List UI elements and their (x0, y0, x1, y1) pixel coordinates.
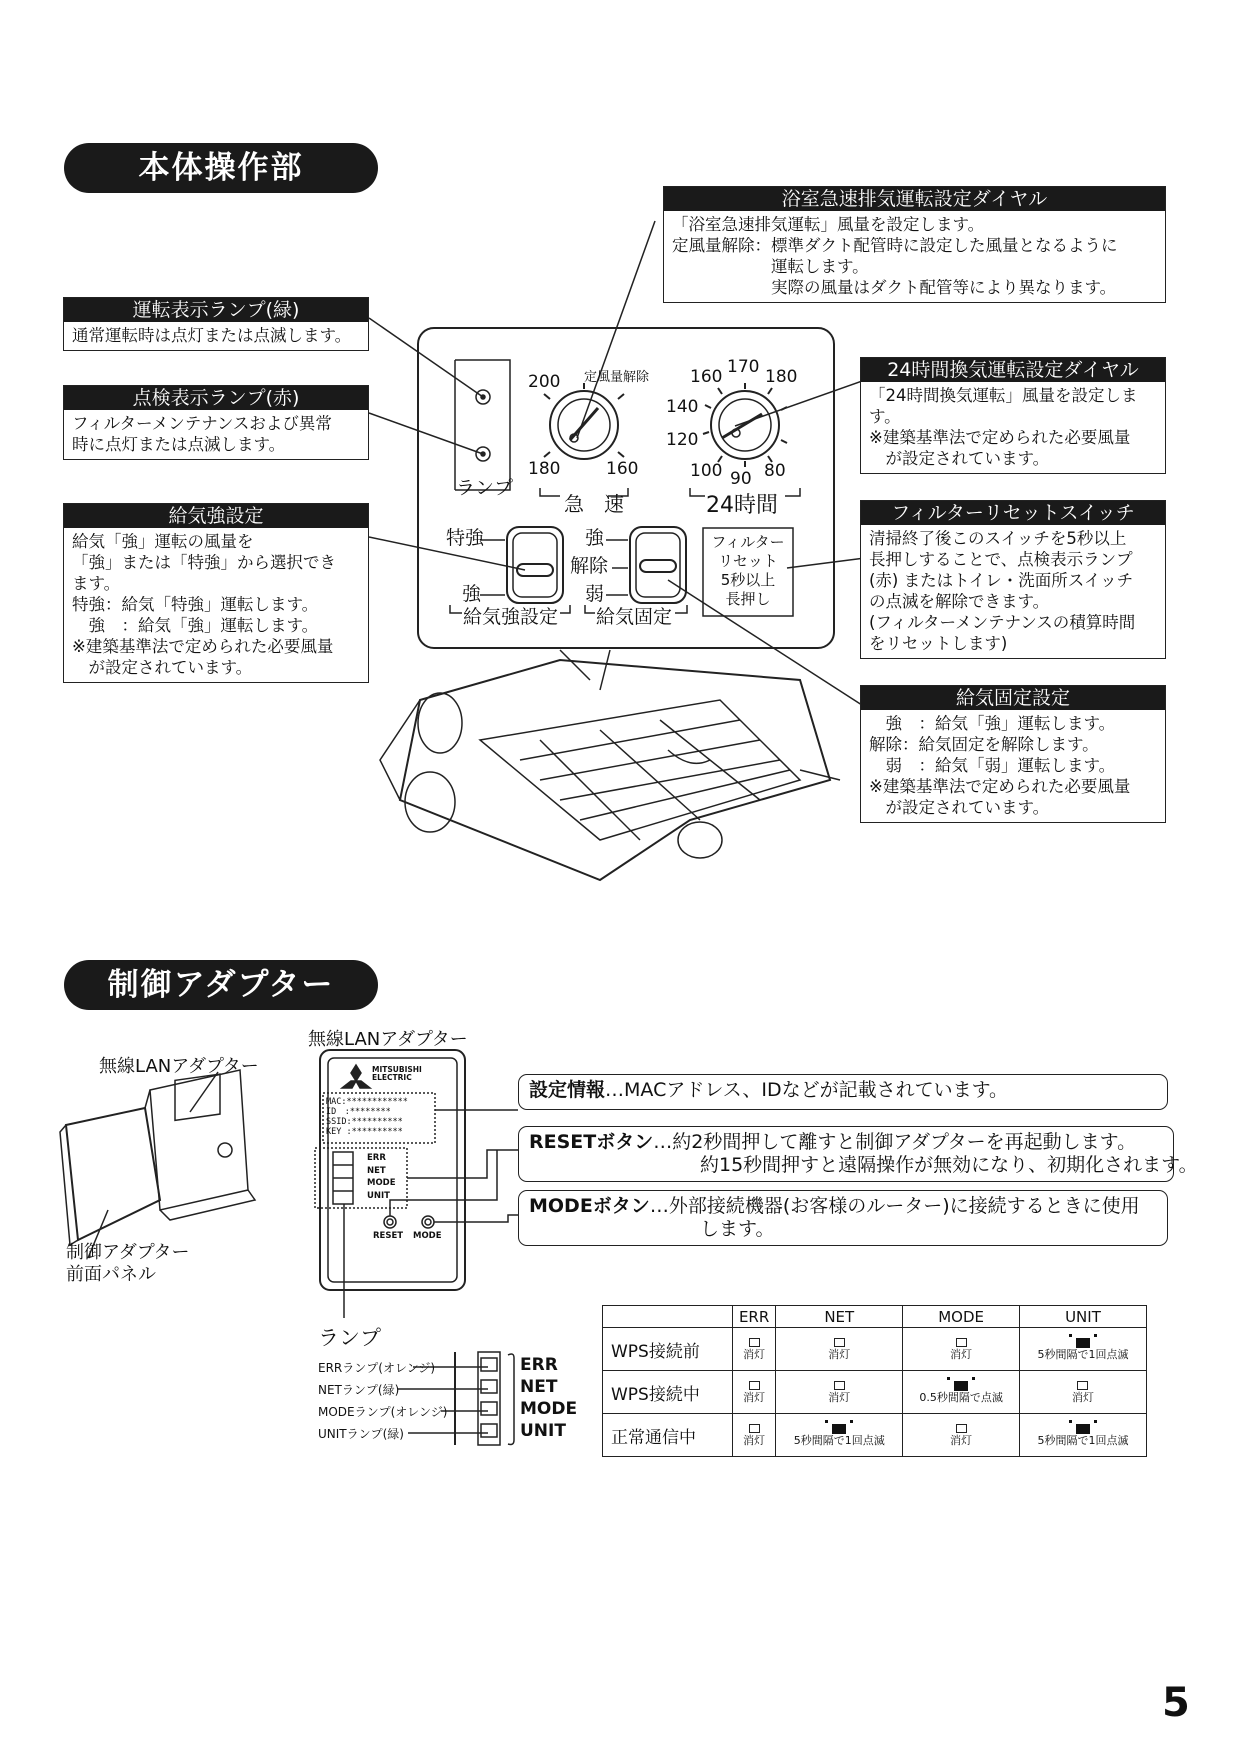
led-off-icon (749, 1424, 760, 1433)
adapter-led-names: ERR NET MODE UNIT (367, 1153, 396, 1201)
dial-24h-title: 24時間換気運転設定ダイヤル (861, 358, 1165, 382)
sw2-label-strong: 強 (585, 527, 605, 549)
dial2-label-90: 90 (730, 469, 752, 489)
sw2-label-supply-fixed: 給気固定 (596, 606, 673, 628)
led-blink-icon (1076, 1424, 1090, 1434)
section-title-main-unit: 本体操作部 (64, 143, 378, 193)
dial2-label-160: 160 (690, 367, 723, 387)
supply-fixed-text: 強 ：給気「強」運転します。 解除：給気固定を解除します。 弱 ：給気「弱」運転します。 ※建築基準法で定められた必要風量 が設定されています。 (869, 714, 1131, 817)
lamp-item-net: NETランプ(緑) (318, 1383, 400, 1397)
page-number: 5 (1162, 1680, 1190, 1726)
table-header-blank (603, 1306, 733, 1328)
dial2-label-24h: 24時間 (706, 493, 778, 518)
wireless-lan-adapter-label-left: 無線LANアダプター (99, 1056, 259, 1077)
table-row-label: 正常通信中 (603, 1414, 733, 1457)
led-state-text: 消灯 (828, 1347, 851, 1361)
lamp-name-mode: MODE (520, 1399, 578, 1419)
check-lamp-title: 点検表示ランプ(赤) (64, 386, 368, 410)
dial1-label-180: 180 (528, 459, 561, 479)
dial1-label-rapid: 急 速 (564, 492, 624, 516)
info-callout-text: …MACアドレス、IDなどが記載されています。 (605, 1079, 1009, 1101)
led-state-text: 5秒間隔で1回点滅 (1037, 1433, 1129, 1447)
dial2-label-100: 100 (690, 461, 723, 481)
supply-fixed-title: 給気固定設定 (861, 686, 1165, 710)
table-header-err: ERR (733, 1306, 776, 1328)
table-row (603, 1371, 1147, 1414)
led-off-icon (956, 1338, 967, 1347)
led-off-icon (1077, 1381, 1088, 1390)
dial-rapid-text: 「浴室急速排気運転」風量を設定します。 定風量解除：標準ダクト配管時に設定した風量となるように 運転します。 実際の風量はダクト配管等により異なります。 (672, 215, 1118, 297)
led-off-icon (834, 1381, 845, 1390)
sw1-label-extra-strong: 特強 (446, 527, 485, 549)
front-panel-label: 制御アダプター 前面パネル (66, 1242, 190, 1285)
table-row-label: WPS接続前 (603, 1328, 733, 1371)
sw1-label-strong: 強 (462, 583, 482, 605)
mode-button-label: MODE (413, 1231, 442, 1241)
brand-label: MITSUBISHI ELECTRIC (372, 1065, 422, 1082)
sw2-label-release: 解除 (570, 555, 609, 577)
table-row-label: WPS接続中 (603, 1371, 733, 1414)
panel-lamp-label: ランプ (456, 477, 514, 499)
reset-callout (518, 1126, 1198, 1182)
led-off-icon (956, 1424, 967, 1433)
info-callout-head: 設定情報 (529, 1079, 606, 1101)
led-state-text: 5秒間隔で1回点滅 (793, 1433, 885, 1447)
led-state-text: 消灯 (743, 1347, 766, 1361)
table-cell (1019, 1414, 1146, 1457)
info-callout (518, 1074, 1168, 1110)
table-cell (776, 1371, 903, 1414)
led-state-text: 消灯 (828, 1390, 851, 1404)
sw1-label-supply-strong: 給気強設定 (463, 606, 559, 628)
table-header-row (603, 1306, 1147, 1328)
dial2-label-170: 170 (727, 357, 760, 377)
table-cell (733, 1414, 776, 1457)
table-cell (776, 1414, 903, 1457)
dial2-label-140: 140 (666, 397, 699, 417)
table-cell (903, 1414, 1020, 1457)
run-lamp-title: 運転表示ランプ(緑) (64, 298, 368, 322)
adapter-info-label: MAC:************ ID :******** SSID:********** KEY :********** (326, 1097, 408, 1137)
dial2-label-80: 80 (764, 461, 786, 481)
led-state-text: 5秒間隔で1回点滅 (1037, 1347, 1129, 1361)
led-blink-icon (1076, 1338, 1090, 1348)
run-lamp-text: 通常運転時は点灯または点滅します。 (72, 326, 352, 345)
lamp-name-err: ERR (520, 1355, 558, 1375)
lamp-item-unit: UNITランプ(緑) (318, 1427, 404, 1441)
led-blink-icon (954, 1381, 968, 1391)
table-header-unit: UNIT (1019, 1306, 1146, 1328)
dial-24h-text: 「24時間換気運転」風量を設定しま す。 ※建築基準法で定められた必要風量 が設定されています。 (869, 386, 1138, 468)
mode-callout-head: MODEボタン (529, 1195, 650, 1217)
wireless-lan-adapter-label-right: 無線LANアダプター (308, 1029, 468, 1050)
led-off-icon (834, 1338, 845, 1347)
section-title-control-adapter: 制御アダプター (64, 960, 378, 1010)
reset-callout-text-line2: 約15秒間押すと遠隔操作が無効になり、初期化されます。 (529, 1154, 1198, 1176)
lamp-name-unit: UNIT (520, 1421, 566, 1441)
table-cell (1019, 1328, 1146, 1371)
mode-callout-text: …外部接続機器(お客様のルーター)に接続するときに使用 (649, 1195, 1140, 1217)
table-row (603, 1328, 1147, 1371)
filter-reset-button-label: フィルター リセット 5秒以上 長押し (711, 533, 785, 608)
dial1-label-fixed-release: 定風量解除 (584, 370, 650, 385)
filter-reset-title: フィルターリセットスイッチ (861, 501, 1165, 525)
reset-button-label: RESET (373, 1231, 404, 1241)
led-state-text: 消灯 (743, 1390, 766, 1404)
mode-callout (518, 1190, 1168, 1246)
sw2-label-weak: 弱 (585, 583, 605, 605)
dial1-label-160: 160 (606, 459, 639, 479)
led-state-text: 0.5秒間隔で点滅 (919, 1390, 1003, 1404)
table-header-net: NET (776, 1306, 903, 1328)
table-cell (733, 1371, 776, 1414)
table-cell (733, 1328, 776, 1371)
dial1-label-200: 200 (528, 372, 561, 392)
supply-strong-title: 給気強設定 (64, 504, 368, 528)
lamp-name-net: NET (520, 1377, 558, 1397)
led-state-text: 消灯 (743, 1433, 766, 1447)
table-header-mode: MODE (903, 1306, 1020, 1328)
table-cell (776, 1328, 903, 1371)
led-blink-icon (832, 1424, 846, 1434)
dial2-label-120: 120 (666, 430, 699, 450)
table-cell (1019, 1371, 1146, 1414)
led-state-text: 消灯 (950, 1347, 973, 1361)
lamp-item-mode: MODEランプ(オレンジ) (318, 1405, 448, 1419)
filter-reset-text: 清掃終了後このスイッチを5秒以上 長押しすることで、点検表示ランプ (赤) またはトイレ・洗面所スイッチ の点滅を解除できます。 (フィルターメンテナンスの積算時間 をリセットします) (869, 529, 1136, 653)
dial2-label-180: 180 (765, 367, 798, 387)
check-lamp-text: フィルターメンテナンスおよび異常 時に点灯または点滅します。 (72, 414, 332, 454)
led-off-icon (749, 1338, 760, 1347)
mode-callout-text-line2: します。 (529, 1218, 775, 1240)
led-state-text: 消灯 (950, 1433, 973, 1447)
table-cell (903, 1328, 1020, 1371)
lamp-item-err: ERRランプ(オレンジ) (318, 1361, 436, 1375)
table-row (603, 1414, 1147, 1457)
lamp-title: ランプ (318, 1326, 381, 1350)
led-state-text: 消灯 (1071, 1390, 1094, 1404)
supply-strong-text: 給気「強」運転の風量を 「強」または「特強」から選択でき ます。 特強：給気「特強」運転します。 強 ：給気「強」運転します。 ※建築基準法で定められた必要風量 が設定されています。 (72, 532, 336, 677)
reset-callout-text: …約2秒間押して離すと制御アダプターを再起動します。 (653, 1131, 1137, 1153)
table-cell (903, 1371, 1020, 1414)
led-off-icon (749, 1381, 760, 1390)
reset-callout-head: RESETボタン (529, 1131, 654, 1153)
dial-rapid-title: 浴室急速排気運転設定ダイヤル (664, 187, 1165, 211)
led-status-table (602, 1305, 1147, 1457)
